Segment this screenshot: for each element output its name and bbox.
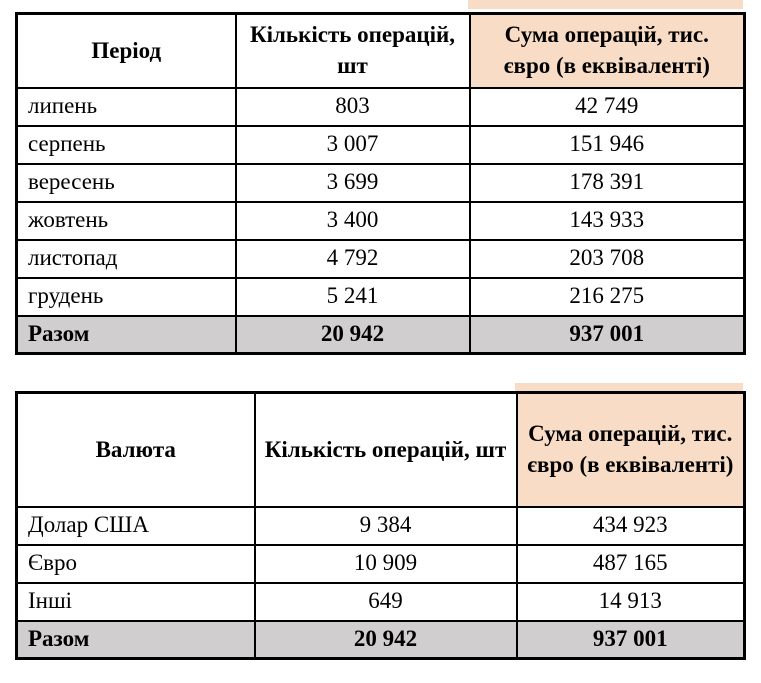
table-header-row: [17, 393, 745, 507]
cell-sum: 42 749: [470, 88, 745, 126]
header-fill-bleed-table1: [468, 0, 743, 9]
total-sum: 937 001: [517, 621, 745, 659]
total-count: 20 942: [255, 621, 517, 659]
table-row: [17, 545, 745, 583]
cell-label: грудень: [17, 278, 236, 316]
currency-header-sum: Сума операцій, тис. євро (в еквіваленті): [517, 393, 745, 507]
cell-sum: 203 708: [470, 240, 745, 278]
cell-sum: 143 933: [470, 202, 745, 240]
cell-label: Євро: [17, 545, 255, 583]
cell-count: 4 792: [236, 240, 470, 278]
cell-sum: 216 275: [470, 278, 745, 316]
table-row: [17, 88, 745, 126]
monthly-header-sum: Сума операцій, тис. євро (в еквіваленті): [470, 14, 745, 88]
table-row: [17, 583, 745, 621]
cell-label: липень: [17, 88, 236, 126]
total-label: Разом: [17, 621, 255, 659]
cell-sum: 178 391: [470, 164, 745, 202]
cell-label: серпень: [17, 126, 236, 164]
cell-count: 3 007: [236, 126, 470, 164]
cell-label: Долар США: [17, 507, 255, 545]
cell-count: 3 400: [236, 202, 470, 240]
cell-sum: 487 165: [517, 545, 745, 583]
table-row: [17, 240, 745, 278]
cell-count: 649: [255, 583, 517, 621]
currency-table-body: [17, 507, 745, 621]
currency-header-currency: Валюта: [17, 393, 255, 507]
cell-sum: 151 946: [470, 126, 745, 164]
table-row: [17, 164, 745, 202]
table-header-row: [17, 14, 745, 88]
cell-count: 3 699: [236, 164, 470, 202]
header-fill-bleed-table2: [515, 383, 743, 391]
cell-label: вересень: [17, 164, 236, 202]
cell-count: 5 241: [236, 278, 470, 316]
table-row: [17, 202, 745, 240]
currency-header-count: Кількість операцій, шт: [255, 393, 517, 507]
total-row: [17, 316, 745, 354]
monthly-operations-table: [15, 12, 746, 355]
cell-count: 9 384: [255, 507, 517, 545]
cell-count: 10 909: [255, 545, 517, 583]
cell-label: Інші: [17, 583, 255, 621]
currency-operations-table: [15, 391, 746, 660]
cell-count: 803: [236, 88, 470, 126]
total-count: 20 942: [236, 316, 470, 354]
cell-label: листопад: [17, 240, 236, 278]
cell-label: жовтень: [17, 202, 236, 240]
cell-sum: 14 913: [517, 583, 745, 621]
table-row: [17, 507, 745, 545]
total-row: [17, 621, 745, 659]
table-row: [17, 126, 745, 164]
total-label: Разом: [17, 316, 236, 354]
monthly-header-period: Період: [17, 14, 236, 88]
total-sum: 937 001: [470, 316, 745, 354]
cell-sum: 434 923: [517, 507, 745, 545]
monthly-header-count: Кількість операцій, шт: [236, 14, 470, 88]
table-row: [17, 278, 745, 316]
monthly-table-body: [17, 88, 745, 316]
